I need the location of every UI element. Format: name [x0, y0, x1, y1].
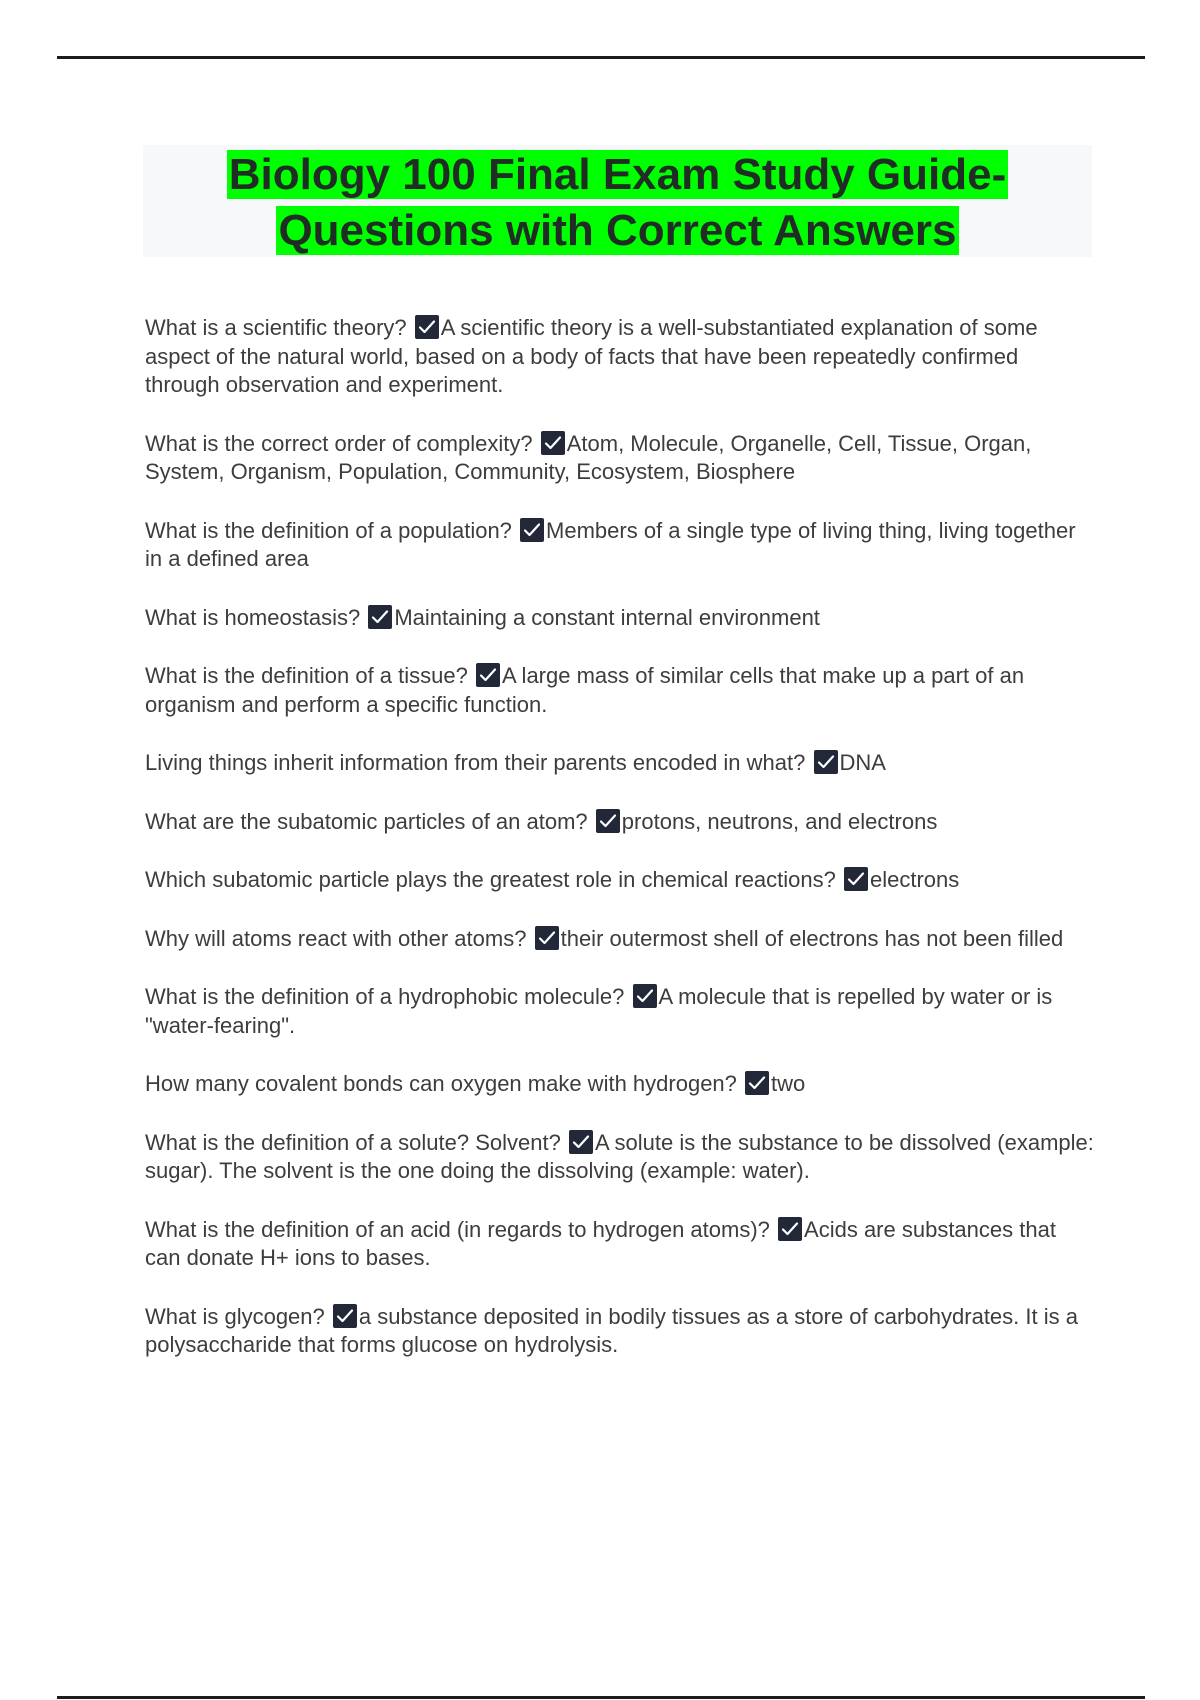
question-text: What is the definition of an acid (in regards to hydrogen atoms)? — [145, 1216, 770, 1242]
checked-box-icon — [520, 518, 544, 542]
answer-text: A scientific theory is a well-substantiated explanation of some aspect of the natural world, based on a body of facts that have been repeatedly confirmed through observation and experiment. — [145, 315, 1038, 397]
title-line-2: Questions with Correct Answers — [278, 206, 957, 255]
question-text: What is the definition of a hydrophobic molecule? — [145, 984, 625, 1009]
checked-box-icon — [476, 663, 500, 687]
checked-box-icon — [844, 867, 868, 891]
checked-box-icon — [333, 1304, 357, 1328]
question-text: Which subatomic particle plays the greatest role in chemical reactions? — [145, 867, 836, 892]
question-text: What is the definition of a solute? Solvent? — [145, 1129, 561, 1155]
checked-box-icon — [745, 1071, 769, 1095]
answer-text: Members of a single type of living thing, living together in a defined area — [145, 517, 1076, 571]
qa-item — [145, 808, 1095, 837]
answer-text: A molecule that is repelled by water or is "water-fearing". — [145, 984, 1053, 1038]
page-title — [143, 145, 1092, 259]
qa-item — [145, 1129, 1095, 1186]
question-text: Why will atoms react with other atoms? — [145, 925, 527, 951]
answer-text: A large mass of similar cells that make up a part of an organism and perform a specific function. — [145, 663, 1025, 717]
qa-item — [145, 604, 1095, 633]
answer-text: protons, neutrons, and electrons — [621, 808, 938, 834]
checked-box-icon — [596, 809, 620, 833]
answer-text: DNA — [839, 750, 886, 775]
checked-box-icon — [633, 984, 657, 1008]
checked-box-icon — [415, 315, 439, 339]
qa-item — [145, 983, 1095, 1040]
qa-item — [145, 662, 1095, 719]
question-text: What is the definition of a population? — [145, 517, 512, 543]
answer-text: a substance deposited in bodily tissues as a store of carbohydrates. It is a polysaccharide that forms glucose on hydrolysis. — [145, 1303, 1078, 1357]
qa-item — [145, 430, 1095, 487]
qa-item — [145, 1216, 1095, 1273]
answer-text: two — [771, 1071, 806, 1096]
question-text: How many covalent bonds can oxygen make with hydrogen? — [145, 1071, 737, 1096]
answer-text: Acids are substances that can donate H+ ions to bases. — [145, 1216, 1056, 1270]
checked-box-icon — [535, 926, 559, 950]
answer-text: Atom, Molecule, Organelle, Cell, Tissue, Organ, System, Organism, Population, Community, Ecosystem, Biosphere — [145, 430, 1032, 484]
qa-item — [145, 314, 1095, 400]
question-text: What is a scientific theory? — [145, 315, 407, 340]
bottom-divider — [57, 1696, 1145, 1699]
qa-item — [145, 866, 1095, 895]
checked-box-icon — [569, 1130, 593, 1154]
answer-text: A solute is the substance to be dissolved (example: sugar). The solvent is the one doing the dissolving (example: water). — [145, 1129, 1094, 1183]
qa-item — [145, 1070, 1095, 1099]
checked-box-icon — [778, 1217, 802, 1241]
question-text: What is homeostasis? — [145, 604, 361, 630]
answer-text: their outermost shell of electrons has not been filled — [560, 925, 1064, 951]
title-line-1: Biology 100 Final Exam Study Guide- — [228, 150, 1007, 199]
qa-item — [145, 749, 1095, 778]
question-text: What are the subatomic particles of an atom? — [145, 808, 588, 834]
answer-text: electrons — [870, 867, 960, 892]
checked-box-icon — [541, 431, 565, 455]
question-text: What is glycogen? — [145, 1303, 325, 1329]
answer-text: Maintaining a constant internal environment — [394, 604, 820, 630]
checked-box-icon — [814, 750, 838, 774]
qa-item — [145, 1303, 1095, 1360]
question-text: What is the correct order of complexity? — [145, 430, 533, 456]
checked-box-icon — [368, 605, 392, 629]
top-divider — [57, 56, 1145, 59]
qa-list — [145, 314, 1095, 1390]
question-text: Living things inherit information from their parents encoded in what? — [145, 750, 806, 775]
title-block — [143, 145, 1092, 257]
question-text: What is the definition of a tissue? — [145, 663, 468, 688]
qa-item — [145, 925, 1095, 954]
qa-item — [145, 517, 1095, 574]
